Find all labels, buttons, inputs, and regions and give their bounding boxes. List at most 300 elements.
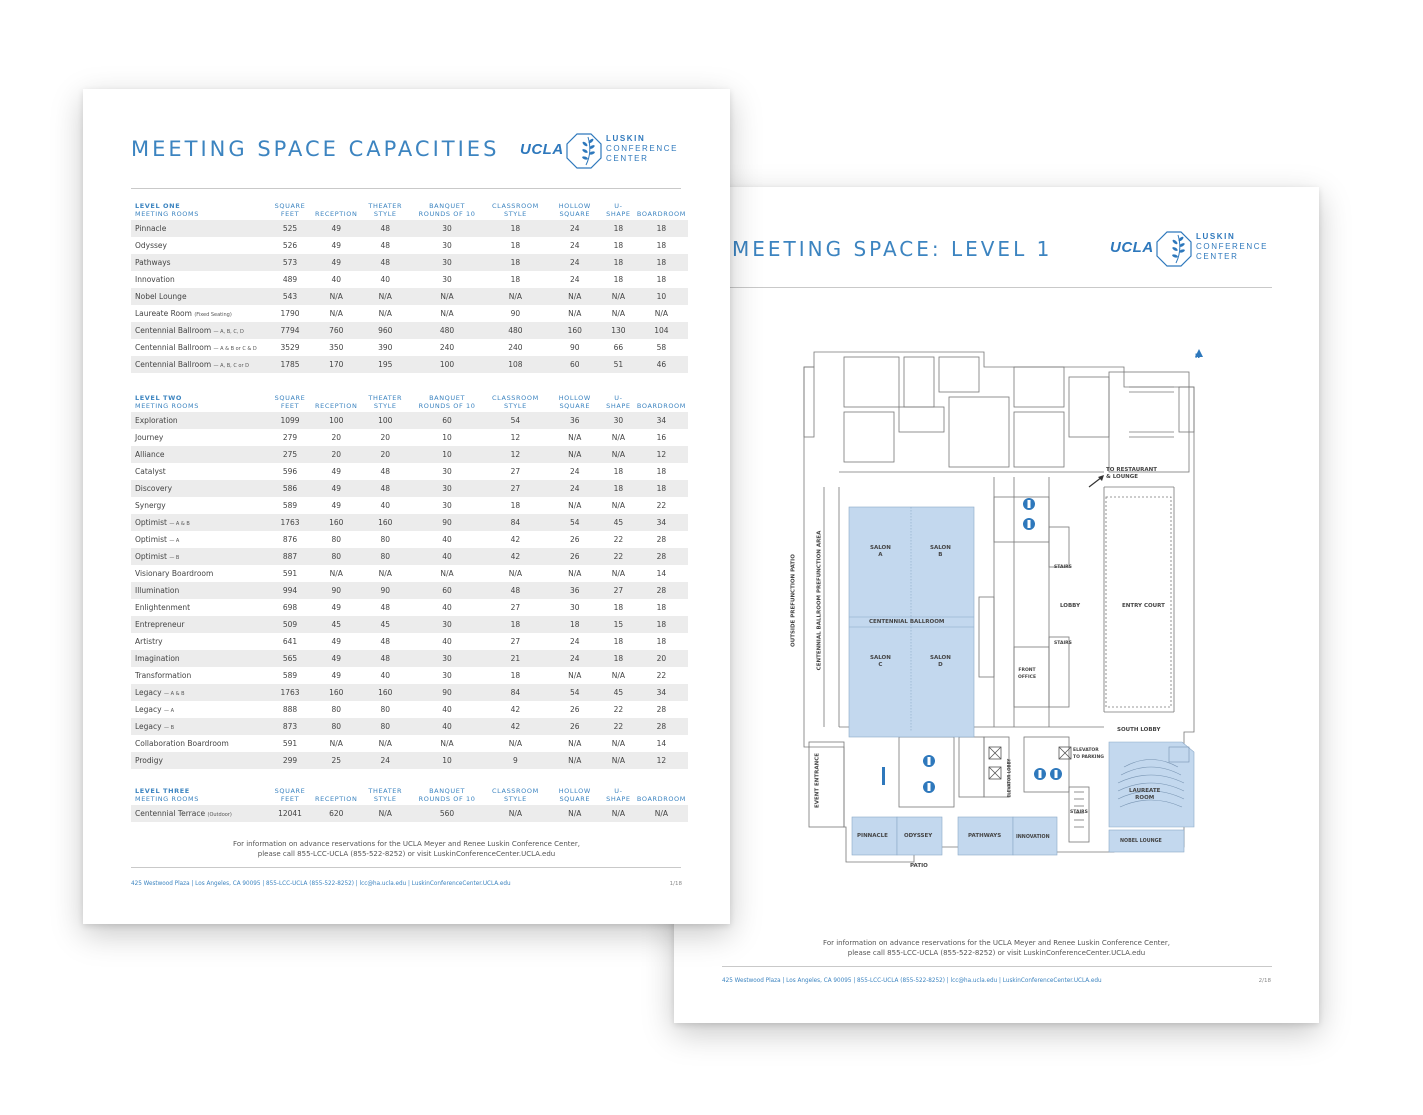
capacity-cell: 596 — [282, 467, 298, 476]
salon-a-label: SALON A — [870, 545, 891, 558]
table-row — [131, 412, 688, 429]
capacity-cell: 18 — [613, 275, 624, 284]
capacity-cell: N/A — [411, 288, 483, 305]
footer-contact: 425 Westwood Plaza | Los Angeles, CA 90095 | 855-LCC-UCLA (855-522-8252) | lcc@ha.ucla.edu | LuskinConferenceCenter.UCLA.edu — [131, 881, 511, 887]
capacity-cell: 28 — [656, 535, 667, 544]
capacity-cell: 80 — [380, 535, 391, 544]
capacity-cell: 888 — [282, 705, 298, 714]
capacity-cell: 28 — [635, 718, 688, 735]
capacity-cell: 160 — [548, 322, 602, 339]
room-name: Innovation — [135, 275, 175, 284]
capacity-cell: 36 — [548, 412, 602, 429]
capacity-cell: 299 — [267, 752, 313, 769]
column-header: U-SHAPE — [606, 787, 631, 803]
capacity-cell: 887 — [267, 548, 313, 565]
capacity-cell: 12 — [510, 433, 521, 442]
table-row — [131, 497, 688, 514]
column-header: HOLLOW SQUARE — [558, 394, 591, 410]
capacity-cell: 240 — [508, 343, 523, 352]
table-row — [131, 548, 688, 565]
capacity-cell: 12 — [635, 752, 688, 769]
room-name: Transformation — [135, 671, 192, 680]
column-header: SQUARE FEET — [274, 394, 306, 410]
reservation-note: For information on advance reservations for the UCLA Meyer and Renee Luskin Conference Center, please call 855-LCC-UCLA (855-522-8252) or visit LuskinConferenceCenter.UCLA.edu — [233, 840, 580, 858]
capacity-cell: 10 — [411, 752, 483, 769]
capacity-cell: 10 — [411, 446, 483, 463]
capacity-cell: 28 — [656, 705, 667, 714]
capacity-cell: 48 — [380, 637, 391, 646]
laurel-octagon-icon — [1154, 229, 1194, 269]
capacity-cell: 18 — [613, 467, 624, 476]
level-heading: LEVEL ONE MEETING ROOMS — [135, 202, 199, 218]
room-name: Illumination — [131, 582, 267, 599]
capacity-cell: 54 — [483, 412, 548, 429]
capacity-cell: 40 — [442, 705, 452, 714]
capacity-cell: 18 — [510, 275, 521, 284]
column-header: CLASSROOM STYLE — [492, 394, 539, 410]
capacity-cell: 54 — [548, 684, 602, 701]
header-rule — [722, 287, 1272, 288]
room-name: Centennial Ballroom — A & B or C & D — [135, 343, 257, 352]
front-office-label: FRONT OFFICE — [1018, 668, 1037, 680]
capacity-cell: N/A — [548, 805, 602, 822]
capacity-cell: 90 — [313, 582, 359, 599]
table-row — [131, 599, 688, 616]
room-name: Legacy — A & B — [131, 684, 267, 701]
capacity-cell: 100 — [313, 412, 359, 429]
capacity-cell: 24 — [360, 752, 411, 769]
capacity-cell: 28 — [635, 548, 688, 565]
capacity-cell: 84 — [483, 684, 548, 701]
table-row — [131, 514, 688, 531]
table-row — [131, 322, 688, 339]
capacity-cell: 873 — [267, 718, 313, 735]
capacity-cell: 100 — [411, 356, 483, 373]
capacity-cell: N/A — [329, 569, 343, 578]
table-row — [131, 237, 688, 254]
capacity-cell: 34 — [635, 514, 688, 531]
capacity-cell: 589 — [282, 501, 298, 510]
capacity-cell: 543 — [267, 288, 313, 305]
floorplan-page — [674, 187, 1319, 1023]
capacity-cell: 30 — [442, 501, 452, 510]
table-row — [131, 616, 688, 633]
capacity-cell: 18 — [510, 241, 521, 250]
capacity-cell: 526 — [282, 241, 298, 250]
capacity-cell: 573 — [267, 254, 313, 271]
table-row — [131, 220, 688, 237]
patio-label: PATIO — [910, 863, 928, 869]
capacity-cell: N/A — [568, 433, 582, 442]
capacity-cell: 40 — [442, 535, 452, 544]
capacity-cell: 42 — [510, 535, 521, 544]
capacity-cell: 60 — [548, 356, 602, 373]
room-name: Centennial Ballroom — A, B, C, D — [131, 322, 267, 339]
capacity-cell: 591 — [282, 739, 298, 748]
room-name: Centennial Terrace (Outdoor) — [131, 805, 267, 822]
laurel-octagon-icon — [564, 131, 604, 171]
level-one-capacity-table — [131, 202, 688, 373]
header-rule — [131, 188, 681, 189]
capacity-cell: N/A — [483, 805, 548, 822]
capacity-cell: 525 — [267, 220, 313, 237]
capacity-cell: 20 — [380, 433, 391, 442]
room-name: Catalyst — [135, 467, 166, 476]
table-row — [131, 752, 688, 769]
capacity-cell: 40 — [442, 637, 452, 646]
capacity-cell: 24 — [570, 467, 580, 476]
column-header: HOLLOW SQUARE — [558, 787, 591, 803]
capacity-cell: 18 — [613, 637, 624, 646]
table-row — [131, 667, 688, 684]
capacity-cell: N/A — [568, 739, 582, 748]
capacity-cell: 45 — [313, 616, 359, 633]
capacity-cell: 18 — [510, 501, 521, 510]
table-row — [131, 531, 688, 548]
capacity-cell: 480 — [411, 322, 483, 339]
capacities-page — [83, 89, 730, 924]
capacity-cell: 9 — [483, 752, 548, 769]
table-row — [131, 650, 688, 667]
capacity-cell: 20 — [360, 446, 411, 463]
table-row — [131, 446, 688, 463]
capacity-cell: N/A — [378, 739, 392, 748]
room-name: Legacy — B — [131, 718, 267, 735]
capacity-cell: N/A — [360, 288, 411, 305]
capacity-cell: N/A — [440, 309, 454, 318]
capacity-cell: 24 — [548, 220, 602, 237]
capacity-cell: N/A — [508, 739, 523, 748]
capacity-cell: 22 — [602, 548, 635, 565]
room-name: Prodigy — [131, 752, 267, 769]
room-name: Visionary Boardroom — [135, 569, 214, 578]
capacity-cell: 160 — [360, 514, 411, 531]
capacity-cell: 49 — [313, 650, 359, 667]
capacity-cell: 18 — [656, 637, 667, 646]
capacity-cell: 18 — [602, 220, 635, 237]
page-title: MEETING SPACE: LEVEL 1 — [732, 237, 1053, 261]
level-heading: LEVEL THREE MEETING ROOMS — [135, 787, 199, 803]
capacity-cell: 24 — [570, 637, 580, 646]
table-header-row — [131, 394, 688, 412]
capacity-cell: 279 — [282, 433, 298, 442]
capacity-cell: 1785 — [267, 356, 313, 373]
room-name: Entrepreneur — [131, 616, 267, 633]
capacity-cell: 40 — [411, 718, 483, 735]
capacity-cell: 48 — [360, 254, 411, 271]
capacity-cell: N/A — [548, 752, 602, 769]
capacity-cell: 40 — [331, 275, 342, 284]
capacity-cell: 24 — [548, 254, 602, 271]
capacity-cell: 16 — [656, 433, 667, 442]
capacity-cell: 18 — [635, 220, 688, 237]
capacity-cell: 1763 — [267, 684, 313, 701]
reservation-note: For information on advance reservations for the UCLA Meyer and Renee Luskin Conference Center, please call 855-LCC-UCLA (855-522-8252) or visit LuskinConferenceCenter.UCLA.edu — [823, 939, 1170, 957]
capacity-cell: 14 — [656, 569, 667, 578]
table-row — [131, 718, 688, 735]
capacity-cell: 20 — [635, 650, 688, 667]
capacity-cell: 195 — [360, 356, 411, 373]
room-name: Pinnacle — [131, 220, 267, 237]
page-title: MEETING SPACE CAPACITIES — [131, 137, 500, 161]
capacity-cell: 24 — [548, 650, 602, 667]
capacity-cell: 18 — [510, 671, 521, 680]
capacity-cell: 46 — [635, 356, 688, 373]
capacity-cell: 24 — [548, 480, 602, 497]
capacity-cell: 240 — [439, 343, 455, 352]
capacity-cell: 489 — [282, 275, 298, 284]
capacity-cell: N/A — [602, 288, 635, 305]
capacity-cell: 42 — [510, 705, 521, 714]
capacity-cell: 48 — [483, 582, 548, 599]
capacity-cell: 49 — [331, 241, 342, 250]
capacity-cell: N/A — [611, 739, 626, 748]
capacity-cell: 49 — [331, 501, 342, 510]
capacity-cell: 170 — [313, 356, 359, 373]
capacity-cell: N/A — [602, 752, 635, 769]
level-heading: LEVEL TWO MEETING ROOMS — [135, 394, 199, 410]
salon-d-label: SALON D — [930, 655, 951, 668]
capacity-cell: 66 — [613, 343, 624, 352]
capacity-cell: 80 — [380, 705, 391, 714]
elevator-lobby-label: ELEVATOR LOBBY — [1006, 758, 1012, 798]
capacity-cell: 21 — [483, 650, 548, 667]
table-header-row — [131, 202, 688, 220]
prefunction-area-label: CENTENNIAL BALLROOM PREFUNCTION AREA — [816, 530, 823, 671]
capacity-cell: 18 — [635, 254, 688, 271]
capacity-cell: 26 — [570, 535, 580, 544]
capacity-cell: 45 — [602, 514, 635, 531]
capacity-cell: 18 — [635, 616, 688, 633]
capacity-cell: 18 — [613, 241, 624, 250]
capacity-cell: 18 — [613, 603, 624, 612]
capacity-cell: 509 — [267, 616, 313, 633]
capacity-cell: 876 — [282, 535, 298, 544]
capacity-cell: 18 — [483, 254, 548, 271]
capacity-cell: 1099 — [267, 412, 313, 429]
level-1-floor-plan — [784, 347, 1224, 887]
capacity-cell: 27 — [602, 582, 635, 599]
capacity-cell: 100 — [360, 412, 411, 429]
capacity-cell: 130 — [602, 322, 635, 339]
room-name: Optimist — A — [135, 535, 180, 544]
capacity-cell: 26 — [570, 705, 580, 714]
capacity-cell: 49 — [331, 603, 342, 612]
capacity-cell: 30 — [442, 275, 452, 284]
to-restaurant-label: TO RESTAURANT & LOUNGE — [1106, 467, 1158, 480]
capacity-cell: 90 — [411, 684, 483, 701]
capacity-cell: 18 — [656, 241, 667, 250]
table-row — [131, 288, 688, 305]
capacity-cell: 48 — [380, 241, 391, 250]
capacity-cell: 25 — [313, 752, 359, 769]
capacity-cell: N/A — [378, 309, 392, 318]
outside-patio-label: OUTSIDE PREFUNCTION PATIO — [790, 554, 797, 647]
capacity-cell: 51 — [602, 356, 635, 373]
capacity-cell: 104 — [635, 322, 688, 339]
capacity-cell: 620 — [313, 805, 359, 822]
table-row — [131, 271, 688, 288]
luskin-wordmark: LUSKIN CONFERENCE CENTER — [1196, 232, 1269, 261]
column-header: RECEPTION — [315, 795, 358, 803]
table-row — [131, 356, 688, 373]
table-row — [131, 633, 688, 650]
column-header: THEATER STYLE — [368, 787, 403, 803]
stairs-label: STAIRS — [1070, 810, 1088, 815]
capacity-cell: 49 — [331, 671, 342, 680]
capacity-cell: N/A — [635, 805, 688, 822]
capacity-cell: 10 — [635, 288, 688, 305]
level-three-capacity-table — [131, 787, 688, 822]
capacity-cell: 40 — [380, 275, 391, 284]
capacity-cell: 28 — [635, 582, 688, 599]
capacity-cell: 30 — [570, 603, 580, 612]
capacity-cell: 108 — [483, 356, 548, 373]
room-name: Discovery — [131, 480, 267, 497]
capacity-cell: 60 — [411, 412, 483, 429]
capacity-cell: 30 — [442, 467, 452, 476]
capacity-cell: 30 — [411, 220, 483, 237]
room-name: Optimist — A & B — [131, 514, 267, 531]
capacity-cell: 30 — [442, 671, 452, 680]
table-row — [131, 254, 688, 271]
capacity-cell: 591 — [282, 569, 298, 578]
room-name: Journey — [135, 433, 164, 442]
capacity-cell: 40 — [411, 548, 483, 565]
room-name: Alliance — [131, 446, 267, 463]
capacity-cell: 58 — [656, 343, 667, 352]
table-row — [131, 480, 688, 497]
capacity-cell: 49 — [313, 480, 359, 497]
capacity-cell: 18 — [656, 275, 667, 284]
capacity-cell: 26 — [548, 548, 602, 565]
capacity-cell: 27 — [510, 467, 521, 476]
capacity-cell: N/A — [548, 446, 602, 463]
room-name: Imagination — [131, 650, 267, 667]
capacity-cell: 30 — [411, 650, 483, 667]
capacity-cell: 22 — [613, 535, 624, 544]
capacity-cell: 22 — [602, 718, 635, 735]
column-header: SQUARE FEET — [274, 202, 306, 218]
table-row — [131, 684, 688, 701]
capacity-cell: 12041 — [267, 805, 313, 822]
capacity-cell: 30 — [411, 254, 483, 271]
table-row — [131, 582, 688, 599]
capacity-cell: 160 — [313, 684, 359, 701]
capacity-cell: 26 — [548, 718, 602, 735]
capacity-cell: 42 — [483, 548, 548, 565]
column-header: CLASSROOM STYLE — [492, 787, 539, 803]
capacity-cell: 22 — [656, 501, 667, 510]
capacity-cell: 22 — [656, 671, 667, 680]
room-name: Odyssey — [135, 241, 167, 250]
capacity-cell: N/A — [440, 569, 454, 578]
capacity-cell: 24 — [570, 241, 580, 250]
capacity-cell: 49 — [313, 220, 359, 237]
capacity-cell: 1763 — [267, 514, 313, 531]
capacity-cell: 18 — [548, 616, 602, 633]
capacity-cell: 34 — [635, 412, 688, 429]
elevator-to-parking-label: ELEVATOR TO PARKING — [1073, 748, 1104, 760]
capacity-cell: 45 — [360, 616, 411, 633]
capacity-cell: 49 — [313, 254, 359, 271]
capacity-cell: N/A — [611, 671, 626, 680]
room-name: Pathways — [131, 254, 267, 271]
capacity-cell: 54 — [548, 514, 602, 531]
capacity-cell: 48 — [380, 467, 391, 476]
capacity-cell: 18 — [656, 603, 667, 612]
capacity-cell: 80 — [331, 535, 342, 544]
capacity-cell: N/A — [508, 569, 523, 578]
capacity-cell: 480 — [483, 322, 548, 339]
capacity-cell: 12 — [635, 446, 688, 463]
capacity-cell: 27 — [483, 480, 548, 497]
capacity-cell: 160 — [360, 684, 411, 701]
room-name: Centennial Ballroom — A, B, C or D — [131, 356, 267, 373]
capacity-cell: 760 — [313, 322, 359, 339]
capacity-cell: 45 — [602, 684, 635, 701]
capacity-cell: 20 — [331, 433, 342, 442]
capacity-cell: 960 — [360, 322, 411, 339]
capacity-cell: 40 — [380, 671, 391, 680]
column-header: BANQUET ROUNDS OF 10 — [418, 394, 476, 410]
column-header: U-SHAPE — [606, 394, 631, 410]
capacity-cell: 27 — [510, 637, 521, 646]
capacity-cell: 48 — [380, 603, 391, 612]
capacity-cell: 34 — [635, 684, 688, 701]
page-number: 2/18 — [1258, 978, 1271, 984]
column-header: BOARDROOM — [636, 210, 686, 218]
column-header: BANQUET ROUNDS OF 10 — [418, 202, 476, 218]
room-name: Artistry — [135, 637, 163, 646]
column-header: THEATER STYLE — [368, 394, 403, 410]
room-name: Optimist — B — [131, 548, 267, 565]
capacity-cell: 3529 — [280, 343, 300, 352]
capacity-cell: N/A — [611, 501, 626, 510]
capacity-cell: N/A — [654, 309, 669, 318]
capacity-cell: 18 — [602, 254, 635, 271]
room-name: Legacy — A — [135, 705, 174, 714]
capacity-cell: N/A — [611, 309, 626, 318]
room-name: Laureate Room (Fixed Seating) — [135, 309, 232, 318]
footer-contact: 425 Westwood Plaza | Los Angeles, CA 90095 | 855-LCC-UCLA (855-522-8252) | lcc@ha.ucla.edu | LuskinConferenceCenter.UCLA.edu — [722, 978, 1102, 984]
capacity-cell: 698 — [282, 603, 298, 612]
table-header-row — [131, 787, 688, 805]
capacity-cell: 18 — [602, 650, 635, 667]
capacity-cell: 1790 — [280, 309, 300, 318]
capacity-cell: N/A — [329, 309, 343, 318]
room-name: Collaboration Boardroom — [135, 739, 229, 748]
room-name: Enlightenment — [135, 603, 191, 612]
south-lobby-label: SOUTH LOBBY — [1117, 727, 1161, 733]
capacity-cell: N/A — [568, 501, 582, 510]
capacity-cell: 350 — [329, 343, 344, 352]
capacity-cell: 84 — [483, 514, 548, 531]
column-header: U-SHAPE — [606, 202, 631, 218]
capacity-cell: N/A — [602, 446, 635, 463]
capacity-cell: N/A — [378, 569, 392, 578]
capacity-cell: 49 — [331, 467, 342, 476]
table-row — [131, 735, 688, 752]
capacity-cell: 14 — [656, 739, 667, 748]
capacity-cell: 30 — [442, 241, 452, 250]
capacity-cell: 18 — [635, 480, 688, 497]
footer-rule — [722, 966, 1272, 967]
capacity-cell: 12 — [483, 446, 548, 463]
capacity-cell: 22 — [613, 705, 624, 714]
capacity-cell: 80 — [331, 705, 342, 714]
capacity-cell: 586 — [267, 480, 313, 497]
